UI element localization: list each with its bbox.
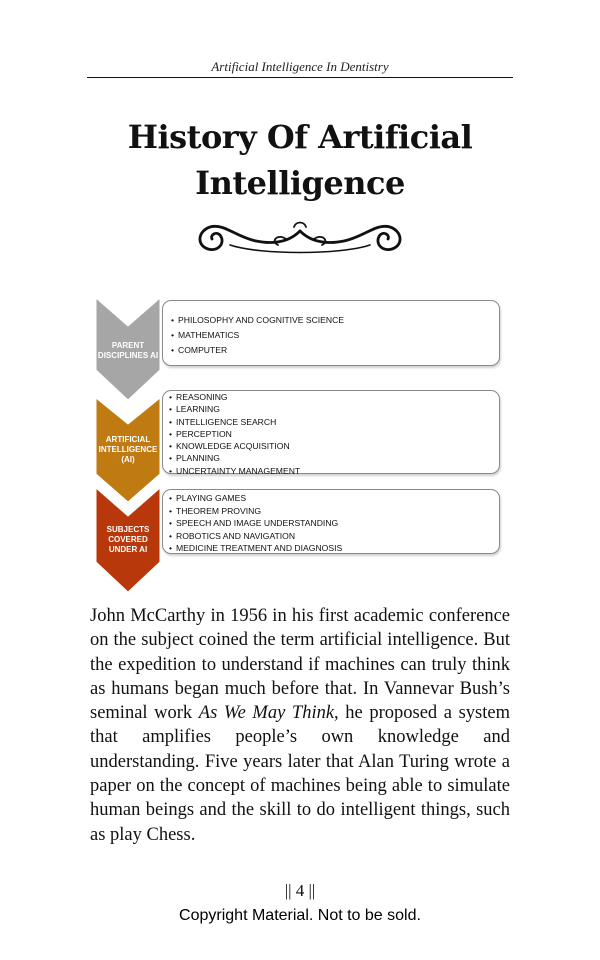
list-item: • SPEECH AND IMAGE UNDERSTANDING xyxy=(169,517,499,530)
subjects-covered-list xyxy=(169,492,499,555)
book-title-italic: As We May Think xyxy=(198,703,335,724)
list-item: • REASONING xyxy=(169,391,499,403)
body-paragraph xyxy=(90,604,510,847)
list-item: • MATHEMATICS xyxy=(171,328,499,343)
page-title: History Of Artificial Intelligence xyxy=(127,118,473,202)
parent-disciplines-list xyxy=(171,313,499,358)
body-text-part-1: John McCarthy in 1956 in his first academic conference on the subject coined the term artificial intelligence. But the expedition to understand if machines can truly think as humans began much before that. In Vannevar Bush’s seminal work xyxy=(90,606,510,724)
list-item: • THEOREM PROVING xyxy=(169,505,499,518)
copyright-notice: Copyright Material. Not to be sold. xyxy=(179,907,421,924)
header-rule xyxy=(87,77,513,78)
chevron-label-parent-disciplines: PARENT DISCIPLINES AI xyxy=(97,341,159,360)
list-item: • LEARNING xyxy=(169,403,499,415)
running-header: Artificial Intelligence In Dentistry xyxy=(211,59,389,74)
list-item: • ROBOTICS AND NAVIGATION xyxy=(169,530,499,543)
body-text-part-2: , he proposed a system that amplifies people’s own knowledge and understanding. Five years later that Alan Turing wrote a paper on the concept of machines being able to simulate human beings and the skill to do intelligent things, such as play Chess. xyxy=(90,703,510,845)
chevron-label-artificial-intelligence: ARTIFICIAL INTELLIGENCE (AI) xyxy=(98,435,158,464)
subjects-covered-box xyxy=(162,489,500,554)
list-item: • PLAYING GAMES xyxy=(169,492,499,505)
scroll-flourish-divider-icon xyxy=(190,215,410,257)
ai-history-diagram xyxy=(94,296,506,596)
list-item: • UNCERTAINTY MANAGEMENT xyxy=(169,465,499,477)
list-item: • PLANNING xyxy=(169,452,499,464)
list-item: • COMPUTER xyxy=(171,343,499,358)
list-item: • PHILOSOPHY AND COGNITIVE SCIENCE xyxy=(171,313,499,328)
ai-topics-box xyxy=(162,390,500,474)
page-number: || 4 || xyxy=(284,881,316,900)
list-item: • PERCEPTION xyxy=(169,428,499,440)
list-item: • INTELLIGENCE SEARCH xyxy=(169,416,499,428)
list-item: • KNOWLEDGE ACQUISITION xyxy=(169,440,499,452)
ai-topics-list xyxy=(169,391,499,477)
list-item: • MEDICINE TREATMENT AND DIAGNOSIS xyxy=(169,542,499,555)
parent-disciplines-box xyxy=(162,300,500,366)
chevron-label-subjects-covered: SUBJECTS COVERED UNDER AI xyxy=(106,525,150,554)
